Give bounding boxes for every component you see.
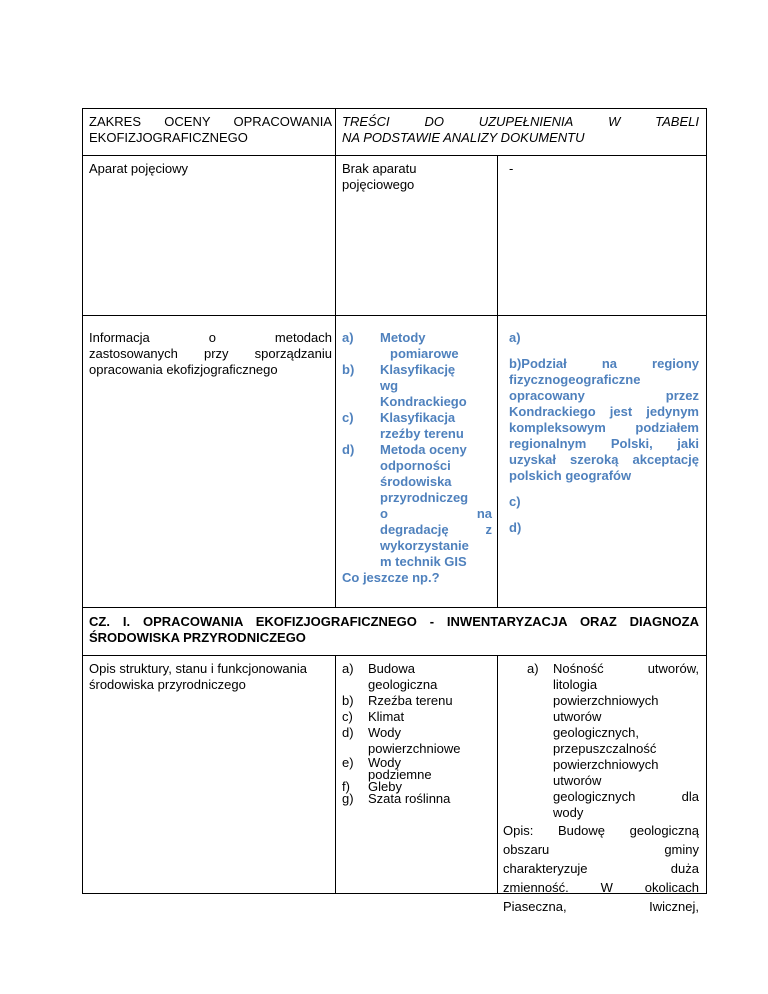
list-marker: g) [342, 791, 354, 806]
right-a: a) [509, 330, 521, 345]
right-b-line: opracowany przez [509, 388, 699, 403]
row3-right-item [503, 661, 699, 821]
section-title-line1: CZ. I. OPRACOWANIA EKOFIZJOGRAFICZNEGO - INWENTARYZACJA ORAZ DIAGNOZA [89, 614, 699, 629]
right-item-line: przepuszczalność [553, 741, 657, 756]
section-title-line2: ŚRODOWISKA PRZYRODNICZEGO [89, 630, 306, 645]
list-line: o na [380, 506, 492, 521]
label-word: przy [204, 346, 229, 361]
row2-right [509, 330, 699, 536]
label-word: metodach [274, 330, 332, 345]
header-left [89, 114, 332, 146]
row2-label-line2 [89, 346, 332, 362]
list-marker: b) [342, 693, 354, 708]
col-divider-main-b [335, 655, 336, 894]
list-line: Metoda oceny [380, 442, 467, 457]
right-item-line: litologia [553, 677, 598, 692]
list-line: Wody [368, 755, 401, 770]
list-line: wykorzystanie [380, 538, 469, 553]
list-item [342, 362, 492, 410]
right-item-line: utworów [553, 709, 602, 724]
header-word: DO [424, 114, 444, 129]
list-line: Szata roślinna [368, 791, 451, 806]
row1-mid-line1: Brak aparatu [342, 161, 417, 176]
row-divider-header [82, 155, 707, 156]
header-word: UZUPEŁNIENIA [478, 114, 574, 129]
right-b-line: kompleksowym podziałem [509, 420, 699, 435]
right-item-line: utworów [553, 773, 602, 788]
list-marker: d) [342, 442, 355, 457]
list-marker: f) [342, 779, 350, 794]
list-line: m technik GIS [380, 554, 467, 569]
list-marker: a) [527, 661, 539, 676]
row-divider-section [82, 655, 707, 656]
row-divider-1 [82, 315, 707, 316]
row2-note: Co jeszcze np.? [342, 570, 440, 585]
col-divider-mid-b [497, 655, 498, 894]
row3-label-line2: środowiska przyrodniczego [89, 677, 246, 692]
list-item [342, 757, 492, 781]
list-marker: b) [342, 362, 355, 377]
list-marker: d) [342, 725, 354, 740]
list-line: rzeźby terenu [380, 426, 464, 441]
list-item [342, 661, 492, 693]
section-title [89, 614, 699, 646]
list-line: środowiska [380, 474, 452, 489]
list-marker: c) [342, 410, 354, 425]
table-right-border [706, 108, 707, 894]
row3-items [342, 661, 492, 805]
row3-label [89, 661, 332, 693]
header-word: TABELI [655, 114, 699, 129]
right-item-line: powierzchniowych [553, 757, 659, 772]
row-divider-2 [82, 607, 707, 608]
row1-label: Aparat pojęciowy [89, 161, 188, 176]
list-line: geologiczna [368, 677, 438, 692]
list-line: pomiarowe [390, 346, 459, 361]
header-left-line1: ZAKRES OCENY OPRACOWANIA [89, 114, 332, 129]
right-item-line: wody [553, 805, 584, 820]
header-word: W [608, 114, 621, 129]
list-line: Rzeźba terenu [368, 693, 453, 708]
right-item-line: powierzchniowych [553, 693, 659, 708]
row1-right: - [509, 161, 514, 176]
label-word: zastosowanych [89, 346, 178, 361]
header-right [342, 114, 699, 146]
table-top-border [82, 108, 707, 109]
right-d: d) [509, 520, 522, 535]
label-word: Informacja [89, 330, 150, 345]
table-left-border [82, 108, 83, 894]
label-word: sporządzaniu [254, 346, 332, 361]
methods-list [342, 330, 492, 570]
list-line: przyrodniczeg [380, 490, 469, 505]
list-line: Klasyfikacja [380, 410, 456, 425]
right-b-line: b)Podział na regiony [509, 356, 699, 371]
list-item [342, 725, 492, 757]
list-item [342, 793, 492, 805]
list-line: odporności [380, 458, 451, 473]
right-b-line: polskich geografów [509, 468, 632, 483]
right-b-line: regionalnym Polski, jaki [509, 436, 699, 451]
list-line: Budowa [368, 661, 415, 676]
right-item-line: geologicznych dla [553, 789, 699, 804]
list-marker: a) [342, 330, 354, 345]
right-b-line: fizycznogeograficzne [509, 372, 641, 387]
row3-right [503, 661, 699, 916]
desc-line: Opis: Budowę geologiczną [503, 823, 699, 838]
right-b-line: Kondrackiego jest jedynym [509, 404, 699, 419]
right-item-line: Nośność utworów, [553, 661, 699, 676]
list-item [342, 330, 492, 362]
row3-label-line1: Opis struktury, stanu i funkcjonowania [89, 661, 307, 676]
label-word: o [208, 330, 216, 345]
list-item [342, 442, 492, 570]
header-right-line2: NA PODSTAWIE ANALIZY DOKUMENTU [342, 130, 585, 145]
row2-label [89, 330, 332, 378]
row3-description [503, 821, 699, 916]
list-line: podziemne [368, 767, 432, 782]
list-line: Kondrackiego [380, 394, 467, 409]
col-divider-mid-a [497, 155, 498, 608]
right-b-line: uzyskał szeroką akceptację [509, 452, 699, 467]
list-line: wg [380, 378, 399, 393]
col-divider-main-a [335, 108, 336, 608]
list-item [342, 709, 492, 725]
list-line: degradację z [380, 522, 492, 537]
right-c: c) [509, 494, 521, 509]
list-marker: e) [342, 755, 354, 770]
list-line: Klimat [368, 709, 405, 724]
desc-line: obszaru gminy [503, 842, 699, 857]
desc-line: Piaseczna, Iwicznej, [503, 899, 699, 914]
list-line: Klasyfikację [380, 362, 456, 377]
row1-mid-line2: pojęciowego [342, 177, 415, 192]
list-line: powierzchniowe [368, 741, 461, 756]
list-line: Gleby [368, 779, 402, 794]
list-line: Metody [380, 330, 426, 345]
list-item [342, 693, 492, 709]
right-item-line: geologicznych, [553, 725, 639, 740]
list-marker: a) [342, 661, 354, 676]
row1-mid [342, 161, 492, 193]
list-item [342, 410, 492, 442]
list-line: Wody [368, 725, 401, 740]
header-left-line2: EKOFIZJOGRAFICZNEGO [89, 130, 248, 145]
row2-label-line3: opracowania ekofizjograficznego [89, 362, 278, 377]
desc-line: charakteryzuje duża [503, 861, 699, 876]
header-right-line1 [342, 114, 699, 130]
list-marker: c) [342, 709, 353, 724]
desc-line: zmienność. W okolicach [503, 880, 699, 895]
header-word: TREŚCI [342, 114, 390, 129]
row2-label-line1 [89, 330, 332, 346]
